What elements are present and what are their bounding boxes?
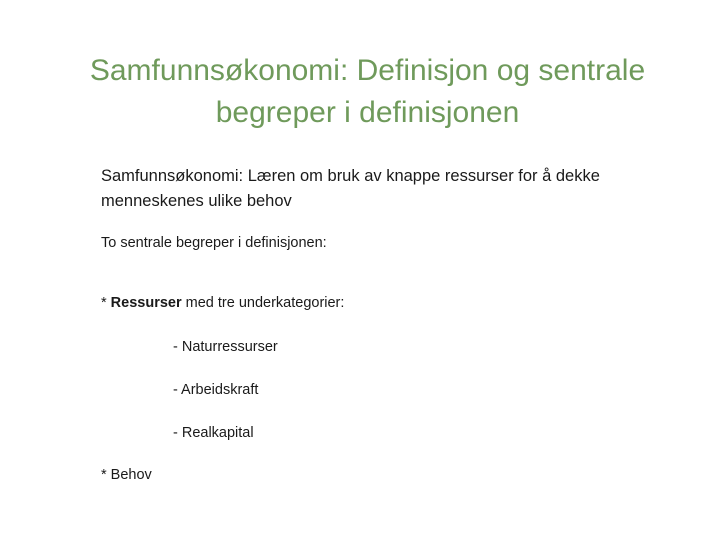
intro-text: To sentrale begreper i definisjonen: bbox=[101, 235, 327, 251]
subitem-realkapital: - Realkapital bbox=[173, 425, 254, 441]
subitem-arbeidskraft: - Arbeidskraft bbox=[173, 382, 259, 398]
subitem-naturressurser: - Naturressurser bbox=[173, 339, 278, 355]
bullet-marker: * bbox=[101, 295, 111, 311]
bullet-term-ressurser: Ressurser bbox=[110, 295, 182, 311]
bullet-behov bbox=[101, 465, 152, 485]
bullet-term-behov: Behov bbox=[110, 467, 152, 483]
definition-text: Samfunnsøkonomi: Læren om bruk av knappe ressurser for å dekke menneskenes ulike behov bbox=[101, 167, 600, 210]
slide-title: Samfunnsøkonomi: Definisjon og sentrale begreper i definisjonen bbox=[89, 54, 646, 129]
bullet-rest-ressurser: med tre underkategorier: bbox=[181, 295, 345, 311]
bullet-ressurser bbox=[101, 293, 344, 313]
bullet-marker: * bbox=[101, 467, 111, 483]
